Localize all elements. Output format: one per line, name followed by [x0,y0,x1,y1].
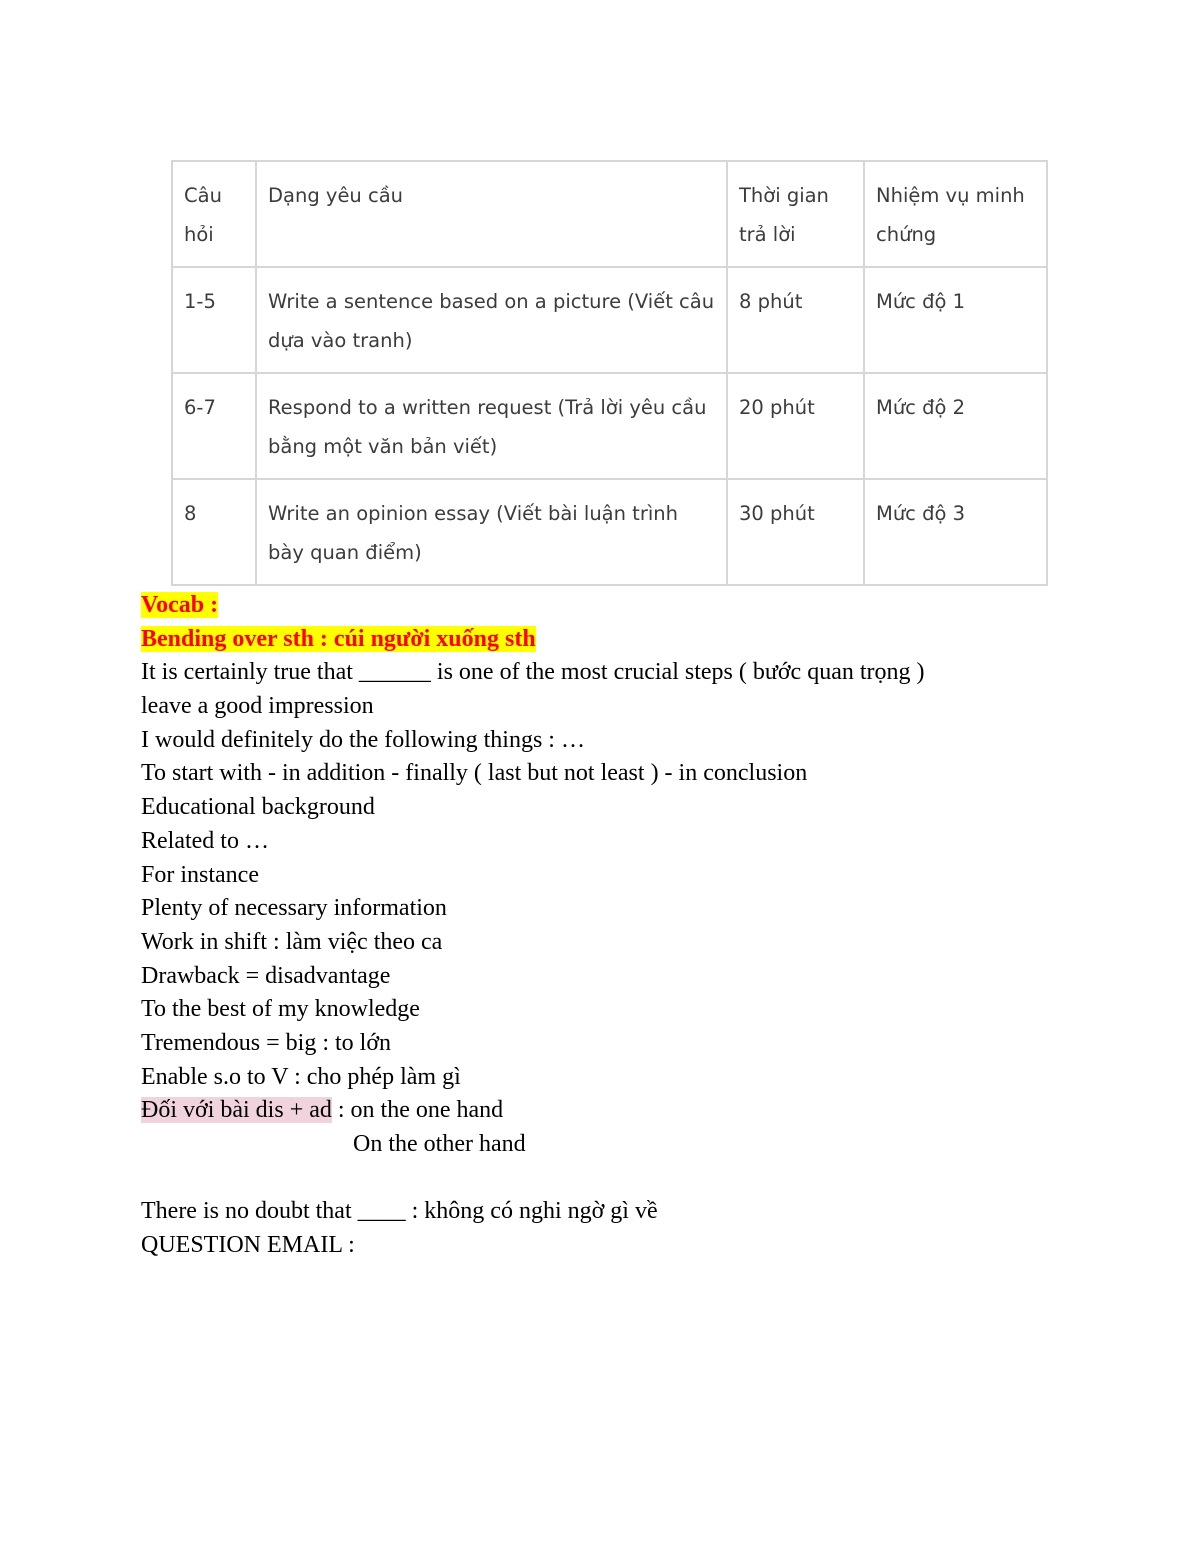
cell-level: Mức độ 3 [864,479,1047,585]
table-row [172,373,1047,479]
vocab-heading: Vocab : [141,592,219,618]
note-line: leave a good impression [141,693,374,720]
cell-time: 20 phút [727,373,864,479]
cell-question: 6-7 [172,373,256,479]
note-text: : on the one hand [331,1097,504,1124]
blank-line [141,1162,1141,1196]
note-line: QUESTION EMAIL : [141,1232,355,1259]
note-line: Work in shift : làm việc theo ca [141,928,443,955]
note-line: To start with - in addition - finally ( last but not least ) - in conclusion [141,760,808,787]
cell-question: 1-5 [172,267,256,373]
exam-structure-table [171,160,1048,586]
table-header-row [172,161,1047,267]
pink-highlight: Đối với bài dis + ad [141,1097,332,1124]
table-row [172,267,1047,373]
note-line: Plenty of necessary information [141,895,447,922]
cell-time: 30 phút [727,479,864,585]
note-line: On the other hand [353,1131,526,1157]
vocab-notes [141,589,1141,1263]
header-question: Câu hỏi [172,161,256,267]
note-line: Drawback = disadvantage [141,962,391,989]
vocab-highlight-line: Bending over sth : cúi người xuống sth [141,625,536,652]
note-line: There is no doubt that ____ : không có nghi ngờ gì về [141,1198,658,1225]
cell-question: 8 [172,479,256,585]
cell-level: Mức độ 2 [864,373,1047,479]
note-line: Enable s.o to V : cho phép làm gì [141,1063,461,1090]
header-type: Dạng yêu cầu [256,161,727,267]
cell-level: Mức độ 1 [864,267,1047,373]
cell-time: 8 phút [727,267,864,373]
note-line: I would definitely do the following things : … [141,726,585,753]
cell-type: Write an opinion essay (Viết bài luận trình bày quan điểm) [256,479,727,585]
note-line: Related to … [141,827,269,854]
note-line-dis-ad [141,1094,1141,1128]
table-row [172,479,1047,585]
header-level: Nhiệm vụ minh chứng [864,161,1047,267]
note-line: For instance [141,861,259,888]
header-time: Thời gian trả lời [727,161,864,267]
note-line: Educational background [141,794,375,821]
note-line: It is certainly true that ______ is one of the most crucial steps ( bước quan trọng ) [141,659,925,686]
note-line: Tremendous = big : to lớn [141,1029,392,1056]
note-line: To the best of my knowledge [141,996,420,1023]
cell-type: Respond to a written request (Trả lời yêu cầu bằng một văn bản viết) [256,373,727,479]
cell-type: Write a sentence based on a picture (Viết câu dựa vào tranh) [256,267,727,373]
